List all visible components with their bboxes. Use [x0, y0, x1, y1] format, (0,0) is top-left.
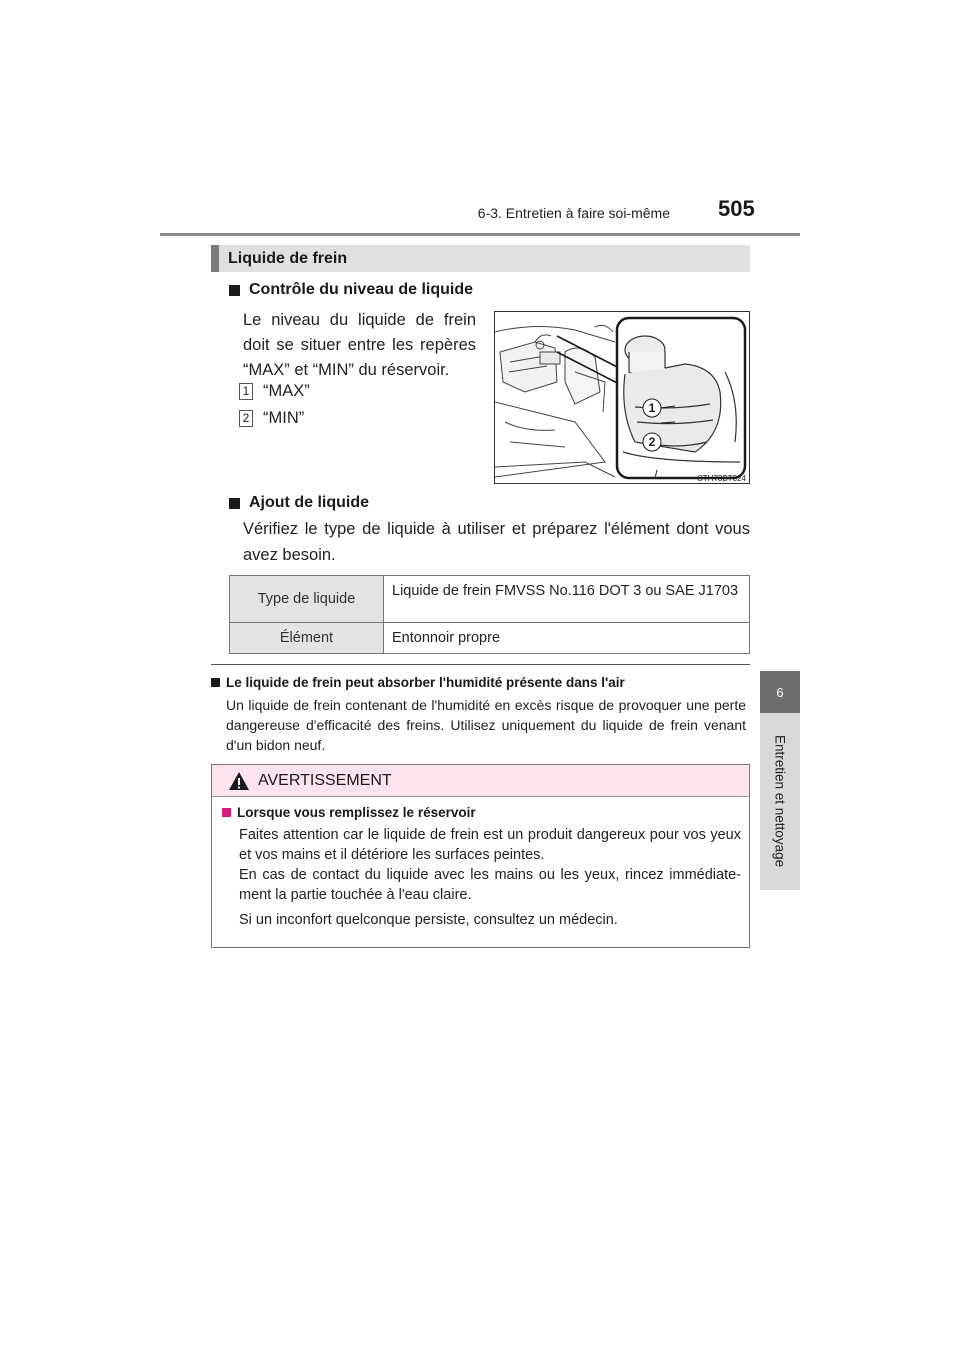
legend-item-min — [239, 406, 304, 431]
header-divider — [160, 233, 800, 236]
legend-item-max — [239, 379, 310, 404]
section-breadcrumb: 6-3. Entretien à faire soi-même — [477, 205, 670, 221]
check-heading — [229, 281, 473, 299]
check-heading-text: Contrôle du niveau de liquide — [249, 281, 474, 298]
bullet-square-icon — [229, 498, 240, 509]
chapter-tab-title-wrap — [760, 713, 800, 890]
table-label: Élément — [230, 623, 384, 654]
section-title: Liquide de frein — [211, 245, 750, 272]
warning-header — [212, 765, 749, 797]
legend-label: “MIN” — [263, 409, 305, 427]
add-heading-text: Ajout de liquide — [249, 494, 369, 511]
check-text-line: Le niveau du liquide de frein — [243, 311, 476, 329]
chapter-tab-title: Entretien et nettoyage — [772, 735, 788, 868]
warning-paragraph: En cas de contact du liquide avec les mains ou les yeux, rincez immédiate- ment la partie touchée à l'eau claire. — [239, 867, 741, 903]
fluid-spec-table — [229, 575, 750, 654]
chapter-tab-number: 6 — [760, 671, 800, 713]
add-heading — [229, 494, 369, 512]
note-divider — [211, 664, 750, 665]
warning-title: AVERTISSEMENT — [258, 771, 392, 789]
table-label: Type de liquide — [230, 576, 384, 623]
brake-reservoir-illustration — [494, 311, 750, 484]
callout-1: 1 — [648, 401, 656, 415]
bullet-square-icon — [222, 808, 231, 817]
table-row — [230, 576, 750, 623]
note-heading — [211, 675, 625, 690]
engine-bay-drawing — [495, 312, 750, 484]
table-row — [230, 623, 750, 654]
check-text — [243, 308, 476, 383]
callout-number: 2 — [239, 410, 253, 427]
warning-heading-text: Lorsque vous remplissez le réservoir — [237, 805, 476, 820]
warning-paragraph: Si un inconfort quelconque persiste, consultez un médecin. — [239, 912, 618, 928]
figure-code: CTH73BT024 — [697, 474, 746, 483]
warning-paragraph: Faites attention car le liquide de frein est un produit dangereux pour vos yeux et vos mains et il détériore les surfaces peintes. — [239, 827, 741, 863]
table-value: Entonnoir propre — [384, 623, 750, 654]
bullet-square-icon — [211, 678, 220, 687]
warning-box — [211, 764, 750, 948]
legend-label: “MAX” — [263, 382, 310, 400]
callout-2: 2 — [648, 435, 656, 449]
note-heading-text: Le liquide de frein peut absorber l'humidité présente dans l'air — [226, 675, 625, 690]
check-text-line: doit se situer entre les repères — [243, 336, 476, 354]
check-text-line: “MAX” et “MIN” du réservoir. — [243, 361, 450, 379]
bullet-square-icon — [229, 285, 240, 296]
warning-triangle-icon — [228, 771, 250, 791]
warning-body — [212, 805, 749, 930]
note-text: Un liquide de frein contenant de l'humidité en excès risque de provoquer une perte dangereuse d'efficacité des freins. Utilisez uniquement du liquide de frein venant d'un bidon neuf. — [226, 697, 746, 753]
page-number: 505 — [718, 196, 755, 221]
table-value: Liquide de frein FMVSS No.116 DOT 3 ou SAE J1703 — [384, 576, 750, 623]
callout-number: 1 — [239, 383, 253, 400]
warning-heading — [222, 805, 741, 820]
add-text: Vérifiez le type de liquide à utiliser et préparez l'élément dont vous avez besoin. — [243, 520, 750, 564]
